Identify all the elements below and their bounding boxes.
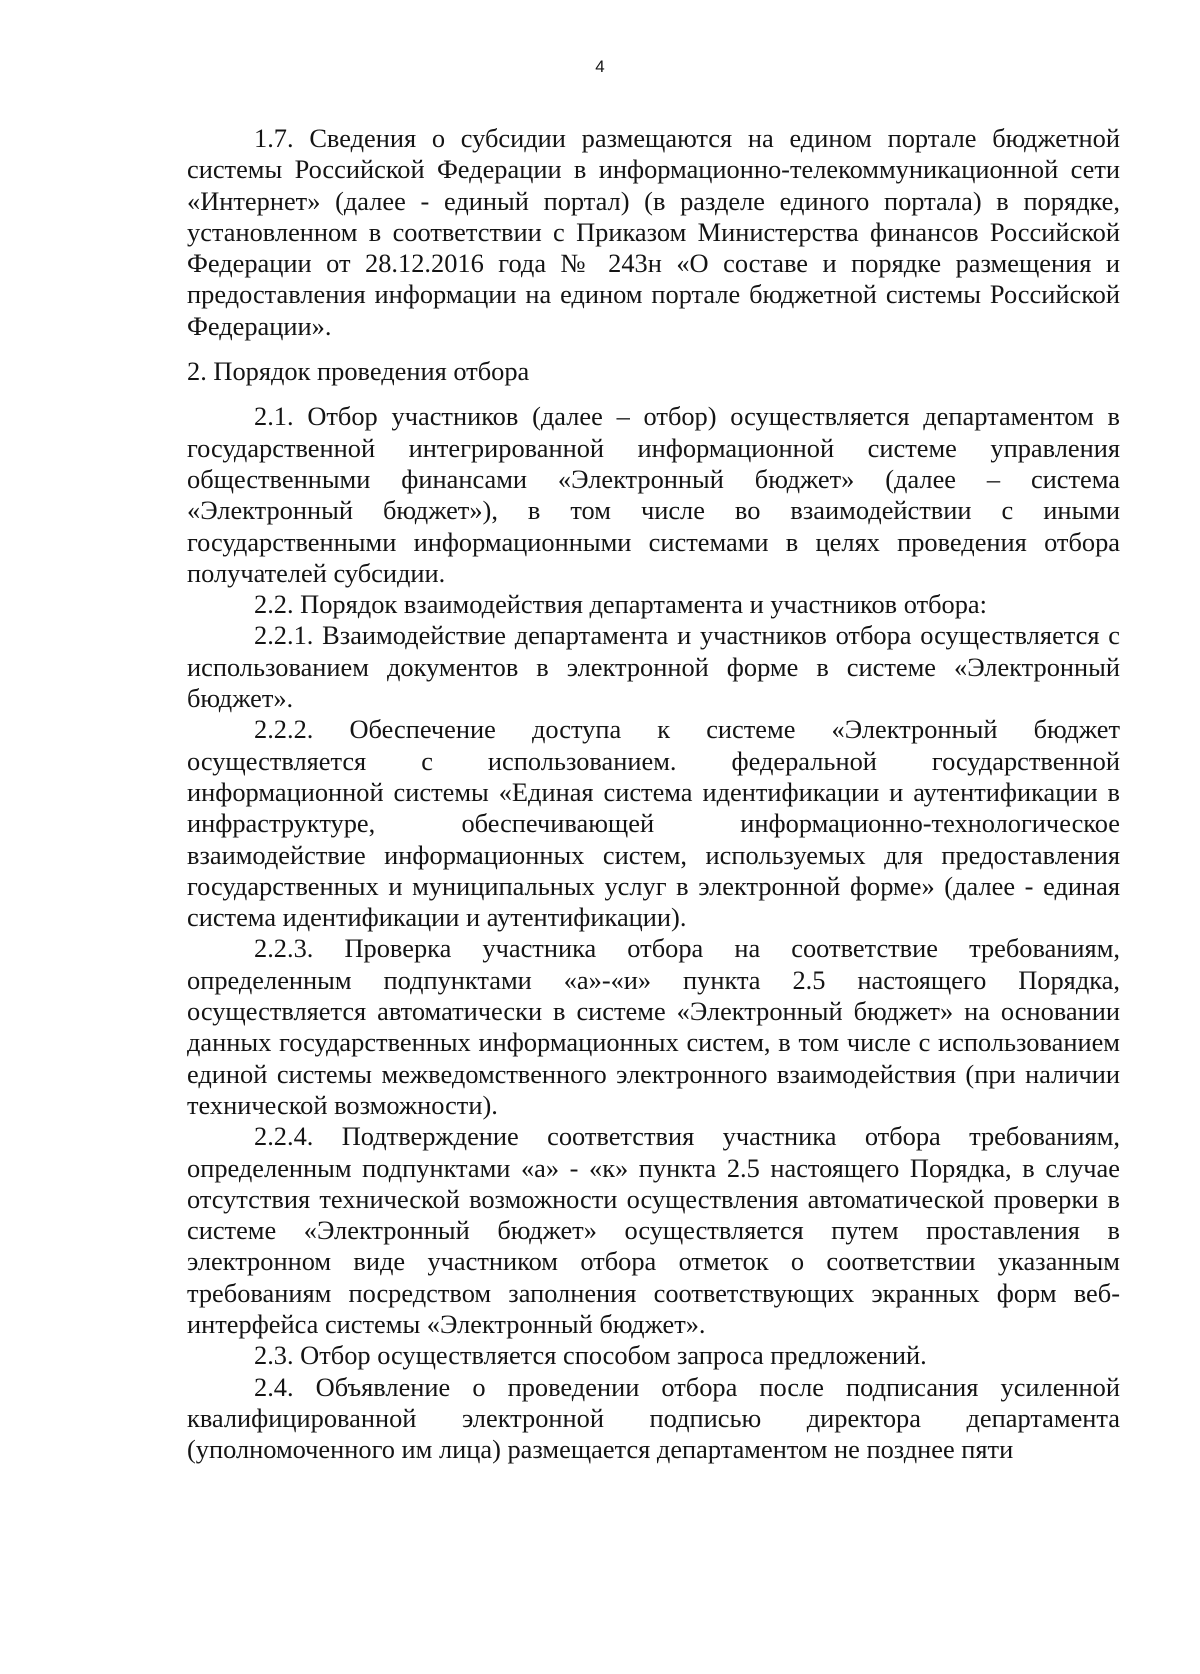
page-number: 4 (595, 57, 605, 76)
paragraph-2-3: 2.3. Отбор осуществляется способом запроса предложений. (254, 1340, 927, 1371)
document-body (187, 123, 1120, 1465)
paragraph-2-2: 2.2. Порядок взаимодействия департамента и участников отбора: (254, 589, 987, 620)
paragraph-2-4: 2.4. Объявление о проведении отбора после подписания усиленной квалифицированной электронной подписью директора департамента (уполномоченного им лица) размещается департаментом не позднее пяти (187, 1371, 1120, 1465)
paragraph-1-7: 1.7. Сведения о субсидии размещаются на едином портале бюджетной системы Российской Федерации в информационно-телекоммуникационной сети «Интернет» (далее - единый портал) (в разделе единого портала) в порядке, установленном в соответствии с Приказом Министерства финансов Российской Федерации от 28.12.2016 года № 243н «О составе и порядке размещения и предоставления информации на едином портале бюджетной системы Российской Федерации». (187, 123, 1120, 341)
paragraph-2-2-1: 2.2.1. Взаимодействие департамента и участников отбора осуществляется с использованием документов в электронной форме в системе «Электронный бюджет». (187, 620, 1120, 714)
paragraph-2-1: 2.1. Отбор участников (далее – отбор) осуществляется департаментом в государственной интегрированной информационной системе управления общественными финансами «Электронный бюджет» (далее – система «Электронный бюджет»), в том числе во взаимодействии с иными государственными информационными системами в целях проведения отбора получателей субсидии. (187, 401, 1120, 588)
section-2-heading: 2. Порядок проведения отбора (187, 356, 530, 387)
paragraph-2-2-2: 2.2.2. Обеспечение доступа к системе «Электронный бюджет осуществляется с использованием. федеральной государственной информационной системы «Единая система идентификации и аутентификации в инфраструктуре, обеспечивающей информационно-технологическое взаимодействие информационных систем, используемых для предоставления государственных и муниципальных услуг в электронной форме» (далее - единая система идентификации и аутентификации). (187, 714, 1120, 933)
paragraph-2-2-4: 2.2.4. Подтверждение соответствия участника отбора требованиям, определенным подпунктами «а» - «к» пункта 2.5 настоящего Порядка, в случае отсутствия технической возможности осуществления автоматической проверки в системе «Электронный бюджет» осуществляется путем проставления в электронном виде участником отбора отметок о соответствии указанным требованиям посредством заполнения соответствующих экранных форм веб-интерфейса системы «Электронный бюджет». (187, 1121, 1120, 1339)
paragraph-2-2-3: 2.2.3. Проверка участника отбора на соответствие требованиям, определенным подпунктами «а»-«и» пункта 2.5 настоящего Порядка, осуществляется автоматически в системе «Электронный бюджет» на основании данных государственных информационных систем, в том числе с использованием единой системы межведомственного электронного взаимодействия (при наличии технической возможности). (187, 933, 1120, 1120)
